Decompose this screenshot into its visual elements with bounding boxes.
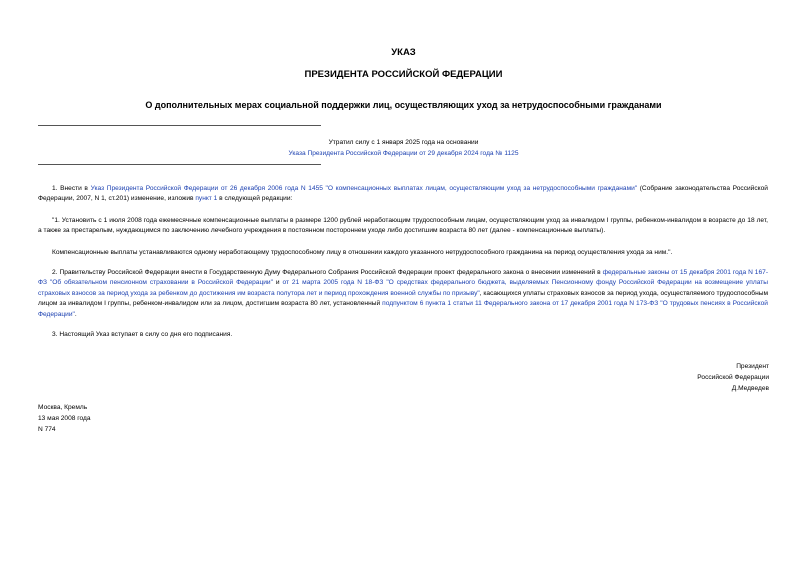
place-date-block [38,402,91,435]
point-1-link[interactable]: пункт 1 [195,195,218,203]
repeal-decree-link[interactable]: Указа Президента Российской Федерации от 29 декабря 2024 года № 1125 [288,150,519,157]
quote-paragraph-1: "1. Установить с 1 июля 2008 года ежемесячные компенсационные выплаты в размере 1200 рублей неработающим трудоспособным лицам, осуществляющим уход за инвалидом I группы, ребенком-инвалидом в возрасте до 18 лет, а также за престарелым, нуждающимся по заключению лечебного учреждения в постоянном постороннем уходе либо достигшим возраста 80 лет (далее - компенсационные выплаты). [38,217,768,235]
paragraph-3: 3. Настоящий Указ вступает в силу со дня его подписания. [52,331,233,338]
place-number: N 774 [38,426,56,433]
top-divider [38,125,321,126]
decree-1455-link[interactable]: Указ Президента Российской Федерации от 26 декабря 2006 года N 1455 "О компенсационных выплатах лицам, осуществляющим уход за нетрудоспособными гражданами" [90,185,638,192]
law-173-fz-link[interactable]: подпунктом 6 пункта 1 статьи 11 Федерального закона от 17 декабря 2001 года N 173-ФЗ "О трудовых пенсиях в Российской Федерации" [38,300,768,318]
issuer-heading: ПРЕЗИДЕНТА РОССИЙСКОЙ ФЕДЕРАЦИИ [304,69,503,80]
law-167-fz-link[interactable]: федеральные законы от 15 декабря 2001 года N 167-ФЗ "Об обязательном пенсионном страховании в Российской Федерации" [38,269,769,287]
bottom-divider [38,164,321,165]
quote-paragraph-2: Компенсационные выплаты устанавливаются одному неработающему трудоспособному лицу в отношении каждого указанного нетрудоспособного гражданина на период осуществления ухода за ним.". [52,249,673,256]
signature-org: Российской Федерации [697,374,769,381]
place-city: Москва, Кремль [38,404,88,411]
p1-text-a: 1. Внести в [52,185,91,192]
p2-text-a: 2. Правительству Российской Федерации внести в Государственную Думу Федерального Собрания Российской Федерации проект федерального закона о внесении изменений в [52,269,603,276]
signature-title: Президент [736,363,769,370]
signature-name: Д.Медведев [731,385,769,392]
p2-text-c: , касающихся уплаты страховых взносов за период ухода, осуществляемого трудоспособным лицом за инвалидом I группы, ребенком-инвалидом или за лицом, достигшим возраста 80 лет, установленный [38,289,768,308]
status-note-text: Утратил силу с 1 января 2025 года на основании [328,139,479,146]
place-date: 13 мая 2008 года [38,415,91,422]
doc-type-heading: УКАЗ [391,47,416,58]
status-note-link-row [0,150,807,157]
document-subject: О дополнительных мерах социальной поддержки лиц, осуществляющих уход за нетрудоспособными гражданами [145,100,662,110]
p1-text-c: в следующей редакции: [217,195,293,203]
p2-text-b: и [272,279,283,287]
p1-text-b: (Собрание законодательства Российской Федерации, 2007, N 1, ст.201) изменение, изложив [38,185,768,203]
paragraph-1 [38,184,768,205]
p2-text-d: . [74,310,77,318]
law-18-fz-link[interactable]: от 21 марта 2005 года N 18-ФЗ "О средствах федерального бюджета, выделяемых Пенсионному фонду Российской Федерации на возмещение уплаты страховых взносов за период ухода за ребенком до достижения им возраста полутора лет и период прохождения военной службы по призыву" [38,279,768,297]
signature-block [697,361,769,394]
paragraph-2 [38,268,768,320]
